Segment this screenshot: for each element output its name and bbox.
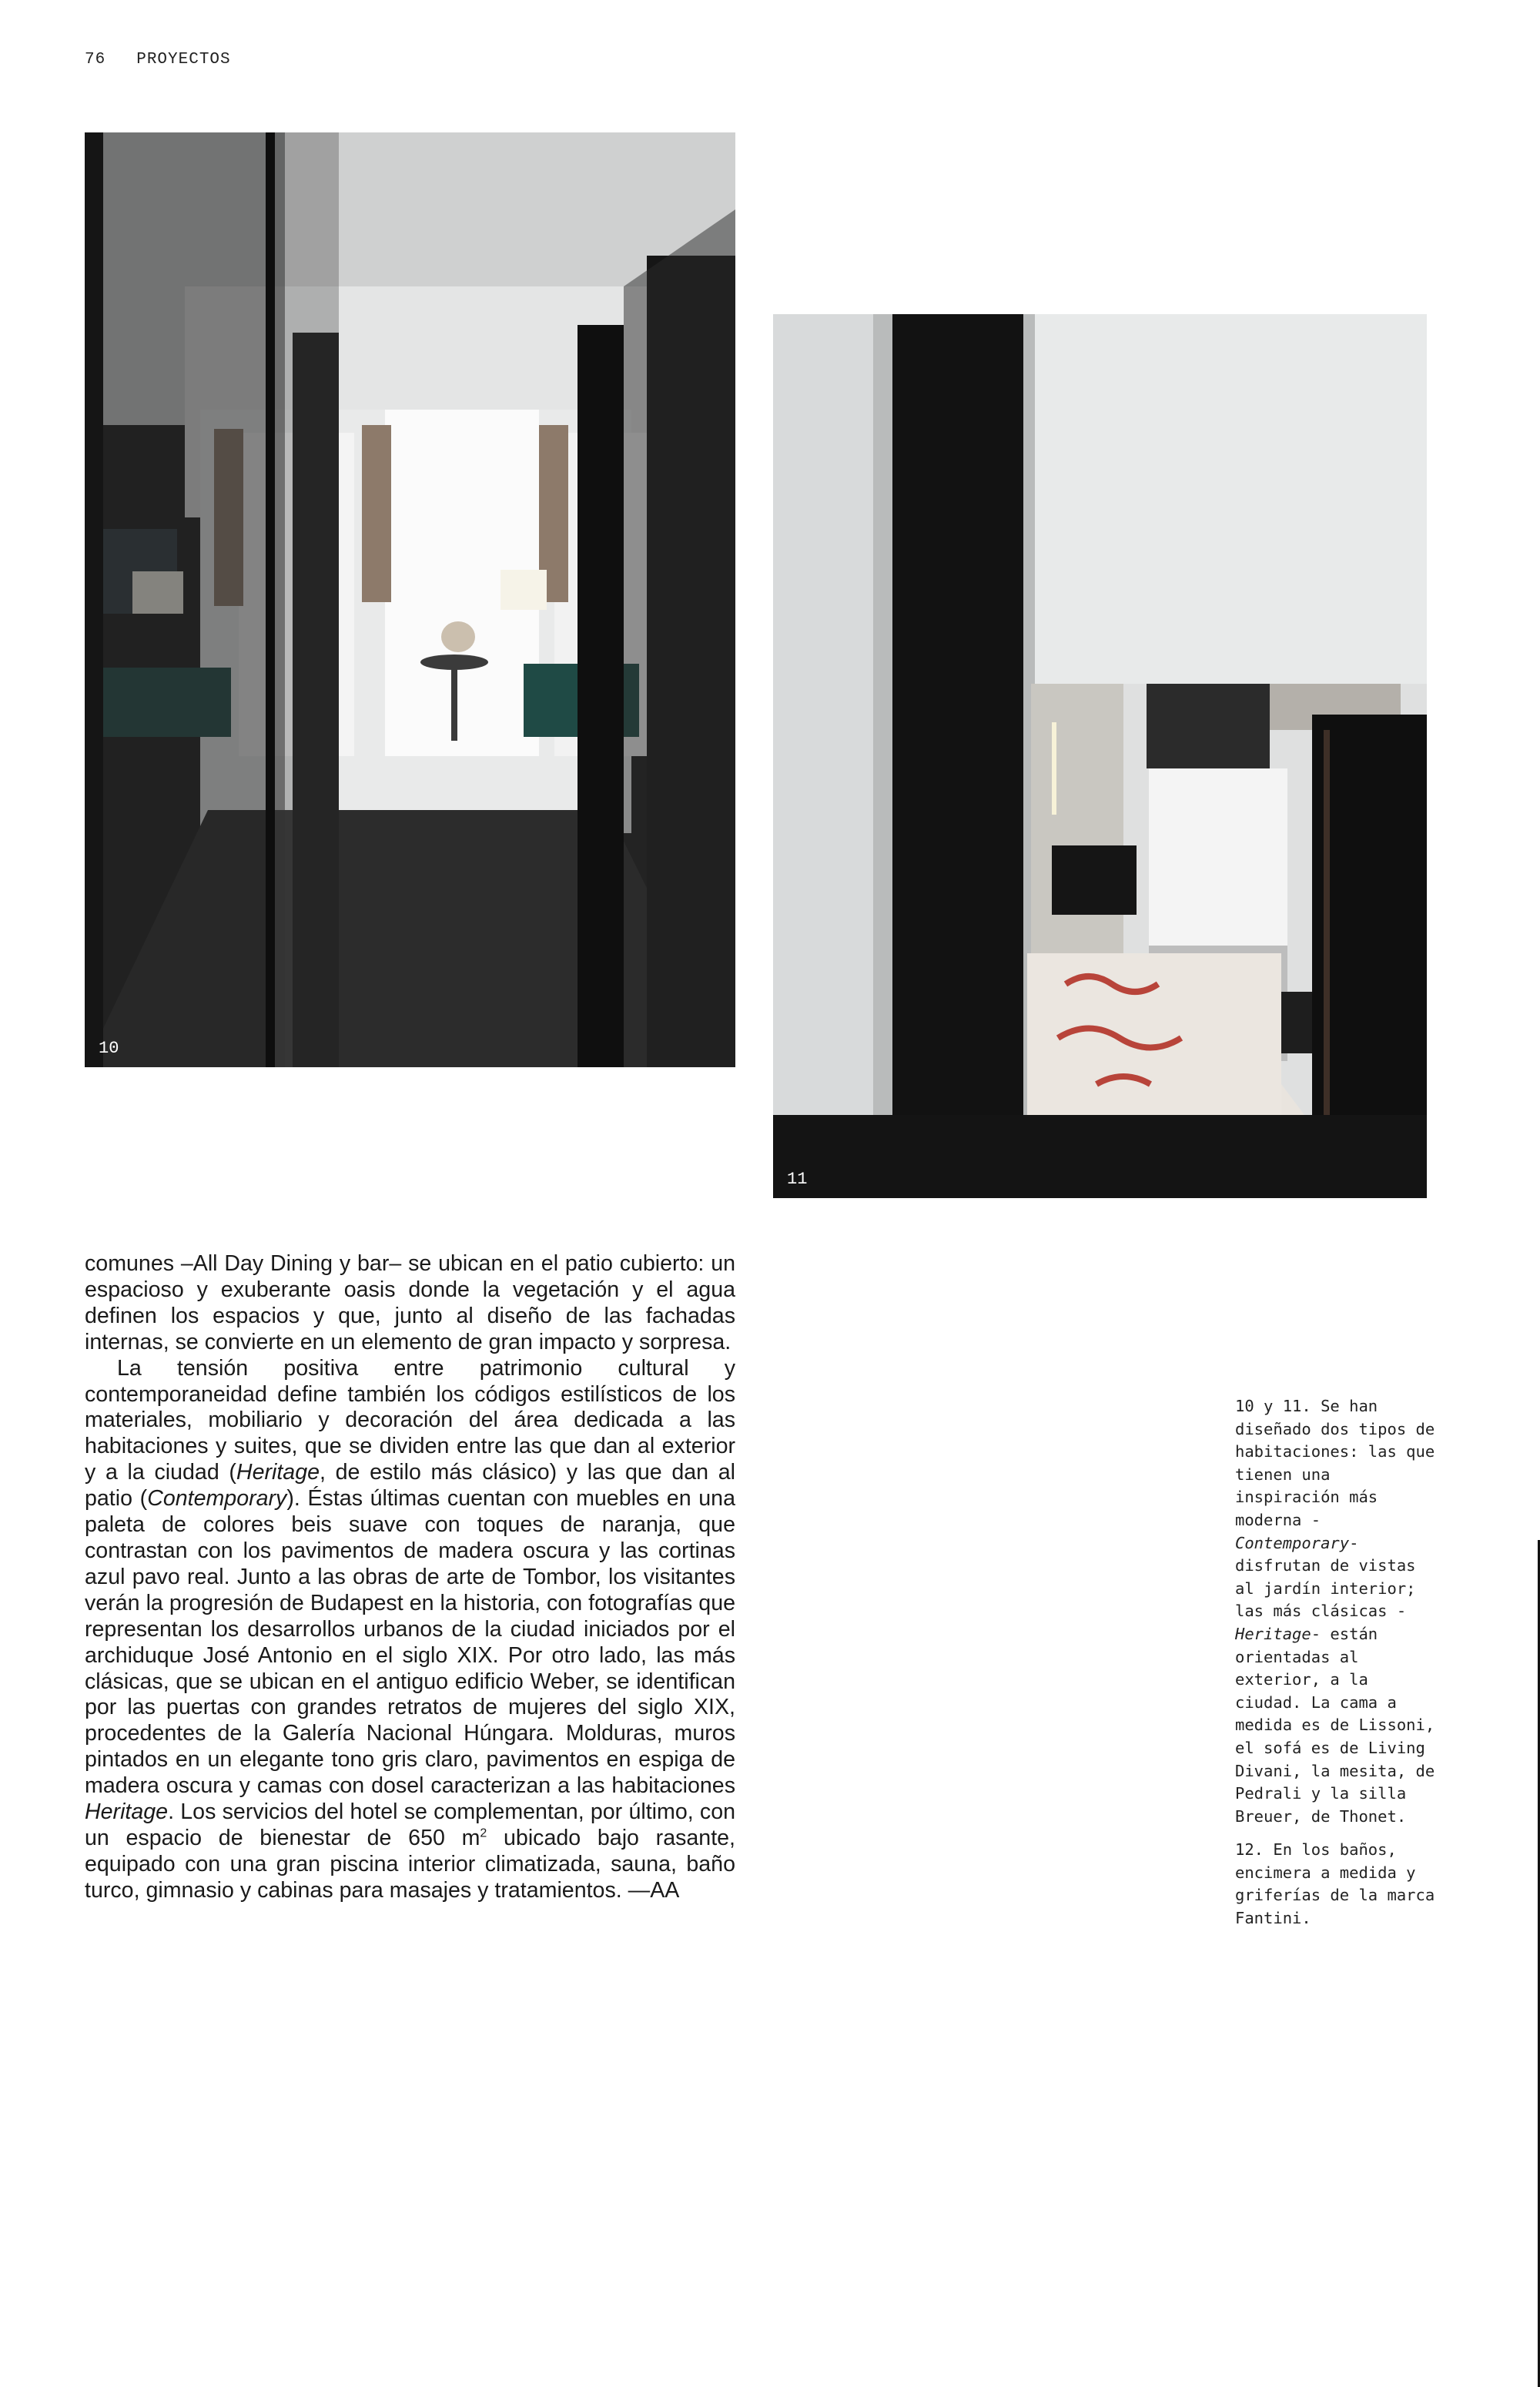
photo-caption bbox=[1235, 1395, 1435, 1941]
article-paragraph-2: La tensión positiva entre patrimonio cultural y contemporaneidad define también los códigos estilísticos de los materiales, mobiliario y decoración del área dedicada a las habitaciones y suites, que se dividen entre las que dan al exterior y a la ciudad (Heritage, de estilo más clásico) y las que dan al patio (Contemporary). Éstas últimas cuentan con muebles en una paleta de colores beis suave con toques de naranja, que contrastan con los pavimentos de madera oscura y las cortinas azul pavo real. Junto a las obras de arte de Tombor, los visitantes verán la progresión de Budapest en la historia, con fotografías que representan los desarrollos urbanos de la ciudad iniciados por el archiduque José Antonio en el siglo XIX. Por otro lado, las más clásicas, que se ubican en el antiguo edificio Weber, se identifican por las puertas con grandes retratos de mujeres del siglo XIX, procedentes de la Galería Nacional Húngara. Molduras, muros pintados en un elegante tono gris claro, pavimentos en espiga de madera oscura y camas con dosel caracterizan a las habitaciones Heritage. Los servicios del hotel se complementan, por último, con un espacio de bienestar de 650 $m^2$ ubicado bajo rasante, equipado con una gran piscina interior climatizada, sauna, baño turco, gimnasio y cabinas para masajes y tratamientos. —AA bbox=[85, 1355, 735, 1903]
page-number: 76 bbox=[85, 51, 106, 69]
photo-11-bedroom bbox=[773, 314, 1427, 1198]
photo-number: 11 bbox=[787, 1170, 808, 1189]
article-body bbox=[85, 1251, 735, 1904]
page-header bbox=[85, 51, 231, 69]
caption-12: 12. En los baños, encimera a medida y griferías de la marca Fantini. bbox=[1235, 1840, 1435, 1928]
room-corridor-image bbox=[85, 132, 735, 1067]
bedroom-image bbox=[773, 314, 1427, 1198]
photo-10-room-corridor bbox=[85, 132, 735, 1067]
caption-10-11: 10 y 11. Se han diseñado dos tipos de habitaciones: las que tienen una inspiración más moderna -Contemporary- disfrutan de vistas al jardín interior; las más clásicas -Heritage- están orientadas al exterior, a la ciudad. La cama a medida es de Lissoni, el sofá es de Living Divani, la mesita, de Pedrali y la silla Breuer, de Thonet. bbox=[1235, 1397, 1435, 1826]
photo-number: 10 bbox=[99, 1039, 119, 1058]
article-paragraph-1: comunes –All Day Dining y bar– se ubican en el patio cubierto: un espacioso y exuberante oasis donde la vegetación y el agua definen los espacios y que, junto al diseño de las fachadas internas, se convierte en un elemento de gran impacto y sorpresa. bbox=[85, 1251, 735, 1354]
section-title: PROYECTOS bbox=[136, 51, 231, 69]
